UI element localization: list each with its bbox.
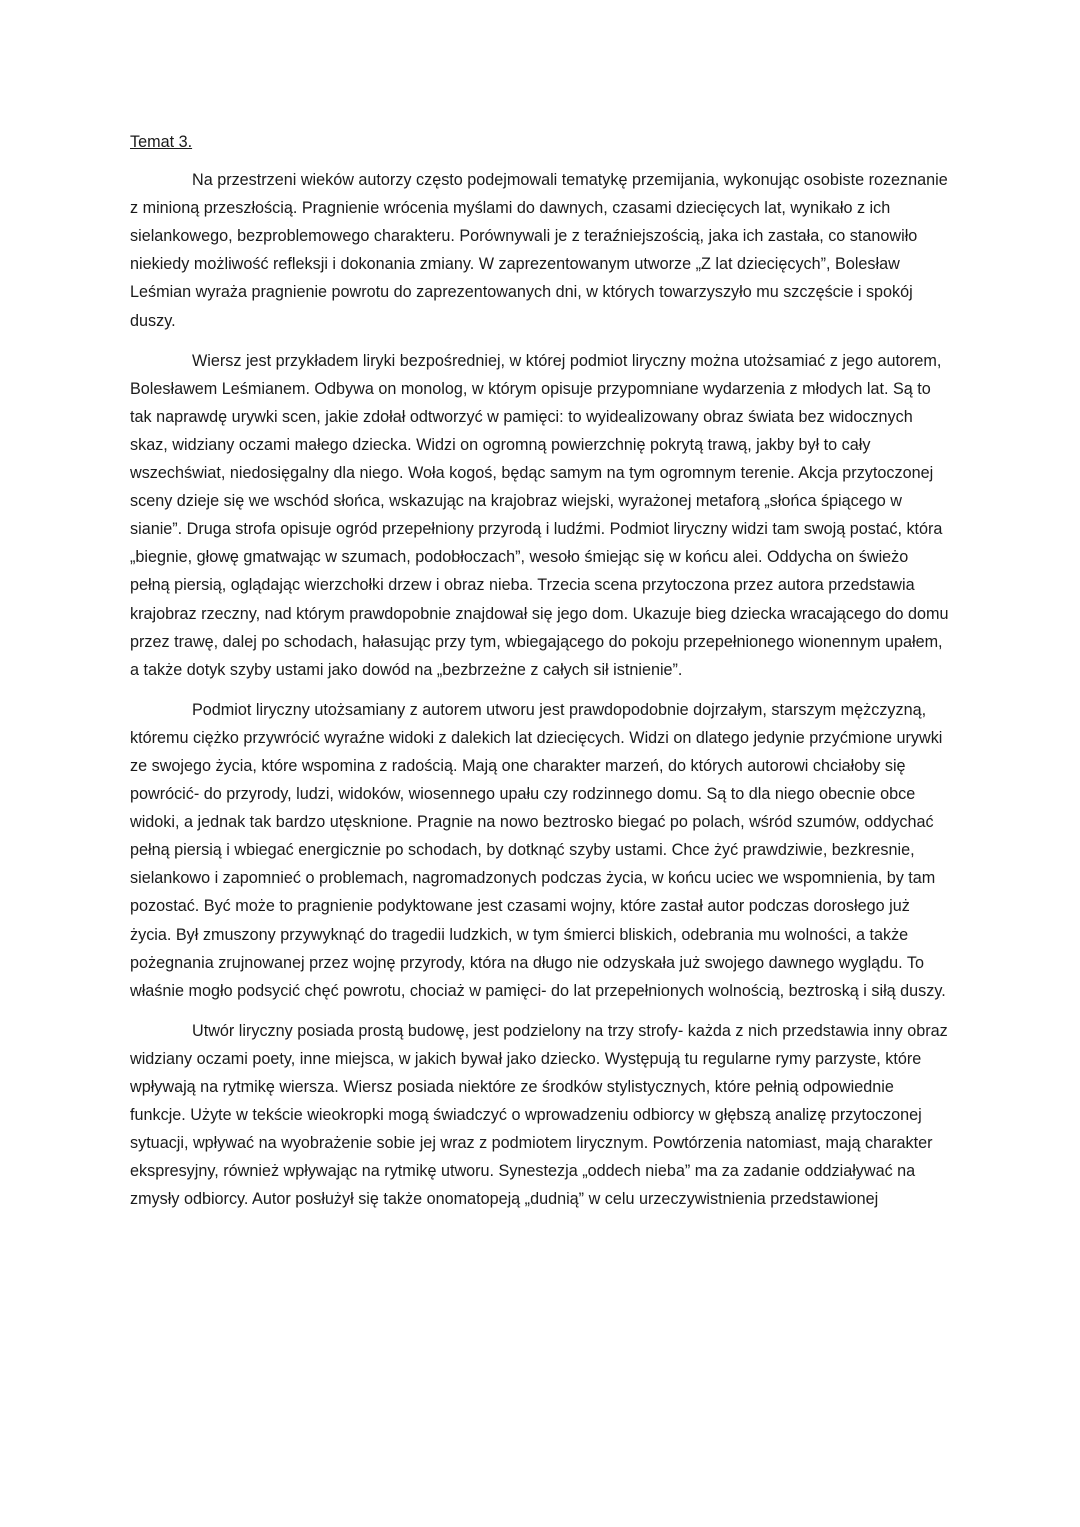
paragraph-intro: Na przestrzeni wieków autorzy często podejmowali tematykę przemijania, wykonując osobiste rozeznanie z minioną przeszłością. Pragnienie wrócenia myślami do dawnych, czasami dziecięcych lat, wynikało z ich sielankowego, bezproblemowego charakteru. Porównywali je z teraźniejszością, jaka ich zastała, co stanowiło niekiedy możliwość refleksji i dokonania zmiany. W zaprezentowanym utworze „Z lat dziecięcych”, Bolesław Leśmian wyraża pragnienie powrotu do zaprezentowanych dni, w których towarzyszyło mu szczęście i spokój duszy. [130,171,948,330]
document-body [130,128,950,1225]
document-title: Temat 3. [130,133,193,151]
paragraph-speaker: Podmiot liryczny utożsamiany z autorem utworu jest prawdopodobnie dojrzałym, starszym mężczyzną, któremu ciężko przywrócić wyraźne widoki z dalekich lat dziecięcych. Widzi on dlatego jedynie przyćmione urywki ze swojego życia, które wspomina z radością. Mają one charakter marzeń, do których autorowi chciałoby się powrócić- do przyrody, ludzi, widoków, wiosennego upału czy rodzinnego domu. Są to dla niego obecnie obce widoki, a jednak tak bardzo utęsknione. Pragnie na nowo beztrosko biegać po polach, wśród szumów, oddychać pełną piersią i wbiegać energicznie po schodach, by dotknąć szyby ustami. Chce żyć prawdziwie, bezkresnie, sielankowo i zapomnieć o problemach, nagromadzonych podczas życia, w końcu uciec we wspomnienia, by tam pozostać. Być może to pragnienie podyktowane jest czasami wojny, które zastał autor podczas dorosłego już życia. Był zmuszony przywyknąć do tragedii ludzkich, w tym śmierci bliskich, odebrania mu wolności, a także pożegnania zrujnowanej przez wojnę przyrody, która na długo nie odzyskała już swojego dawnego wyglądu. To właśnie mogło podsycić chęć powrotu, chociaż w pamięci- do lat przepełnionych wolnością, beztroską i siłą duszy. [130,700,946,1000]
paragraph-analysis: Wiersz jest przykładem liryki bezpośredniej, w której podmiot liryczny można utożsamiać z jego autorem, Bolesławem Leśmianem. Odbywa on monolog, w którym opisuje przypomniane wydarzenia z młodych lat. Są to tak naprawdę urywki scen, jakie zdołał odtworzyć w pamięci: to wyidealizowany obraz świata bez widocznych skaz, widziany oczami małego dziecka. Widzi on ogromną powierzchnię pokrytą trawą, jakby był to cały wszechświat, niedosięgalny dla niego. Woła kogoś, będąc samym na tym ogromnym terenie. Akcja przytoczonej sceny dzieje się we wschód słońca, wskazując na krajobraz wiejski, wyrażonej metaforą „słońca śpiącego w sianie”. Druga strofa opisuje ogród przepełniony przyrodą i ludźmi. Podmiot liryczny widzi tam swoją postać, która „biegnie, głowę gmatwając w szumach, podobłoczach”, wesoło śmiejąc się w końcu alei. Oddycha on świeżo pełną piersią, oglądając wierzchołki drzew i obraz nieba. Trzecia scena przytoczona przez autora przedstawia krajobraz rzeczny, nad którym prawdopobnie znajdował się jego dom. Ukazuje bieg dziecka wracającego do domu przez trawę, dalej po schodach, hałasując przy tym, wbiegającego do pokoju przepełnionego wionennym upałem, a także dotyk szyby ustami jako dowód na „bezbrzeżne z całych sił istnienie”. [130,351,949,679]
paragraph-structure: Utwór liryczny posiada prostą budowę, jest podzielony na trzy strofy- każda z nich przedstawia inny obraz widziany oczami poety, inne miejsca, w jakich bywał jako dziecko. Występują tu regularne rymy parzyste, które wpływają na rytmikę wiersza. Wiersz posiada niektóre ze środków stylistycznych, które pełnią odpowiednie funkcje. Użyte w tekście wieokropki mogą świadczyć o wprowadzeniu odbiorcy w głębszą analizę przytoczonej sytuacji, wpływać na wyobrażenie sobie jej wraz z podmiotem lirycznym. Powtórzenia natomiast, mają charakter ekspresyjny, również wpływając na rytmikę utworu. Synestezja „oddech nieba” ma za zadanie oddziaływać na zmysły odbiorcy. Autor posłużył się także onomatopeją „dudnią” w celu urzeczywistnienia przedstawionej [130,1021,948,1209]
